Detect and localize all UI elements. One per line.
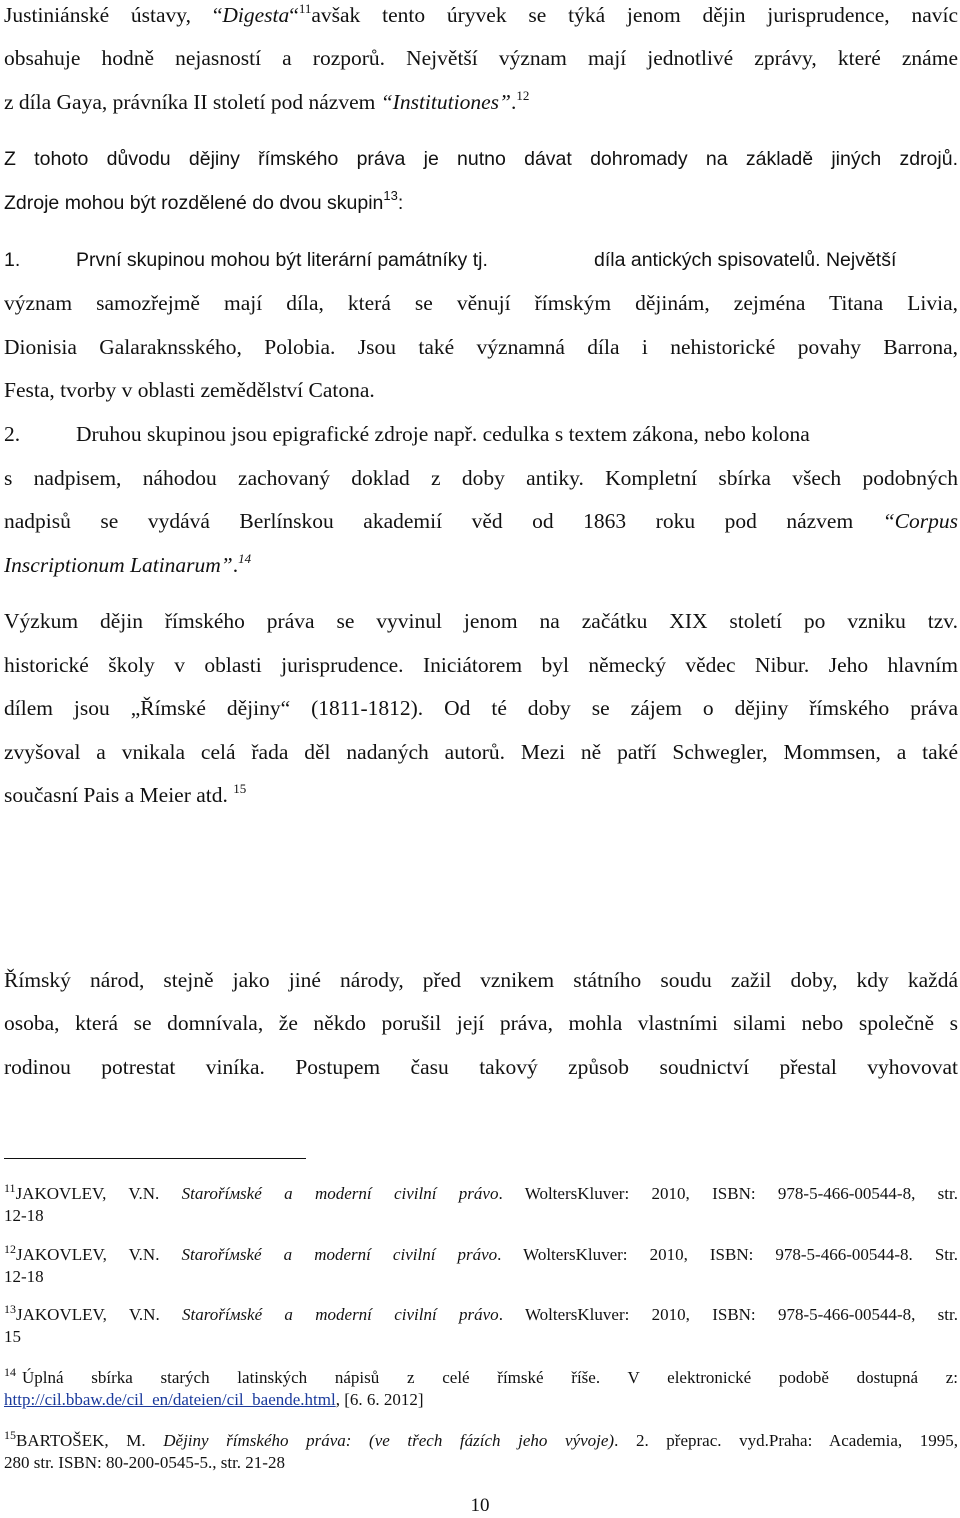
footnote-line: 15: [4, 1327, 21, 1346]
italic-title: “Institutiones”: [380, 90, 511, 114]
footnote-13: [4, 1304, 958, 1348]
text-span: Justiniánské ústavy,: [4, 3, 213, 27]
list-item-2: [4, 421, 958, 447]
footnote-ref-13[interactable]: 13: [383, 188, 398, 203]
text-span: avšak tento úryvek se týká jenom dějin jurisprudence, navíc: [311, 3, 959, 27]
text-span: . 2. přeprac. vyd.Praha: Academia, 1995,: [614, 1431, 958, 1450]
footnote-line: [4, 1183, 958, 1205]
footnote-line: 280 str. ISBN: 80-200-0545-5., str. 21-28: [4, 1453, 285, 1472]
footnote-line: [4, 1367, 958, 1389]
quote-mark: “: [212, 3, 223, 27]
text-span: . WoltersKluver: 2010, ISBN: 978-5-466-00544-8, str.: [498, 1184, 958, 1203]
paragraph-line: Z tohoto důvodu dějiny římského práva je nutno dávat dohromady na základě jiných zdrojů.: [4, 148, 958, 170]
text-span: :: [397, 192, 404, 214]
footnote-15: [4, 1430, 958, 1474]
footnote-line: 12-18: [4, 1267, 44, 1286]
footnote-12: [4, 1244, 958, 1288]
paragraph-line: [4, 89, 958, 115]
paragraph-line: Římský národ, stejně jako jiné národy, před vznikem státního soudu zažil doby, kdy každá: [4, 968, 958, 992]
text-span: nadpisů se vydává Berlínskou akademií věd od 1863 roku pod názvem: [4, 509, 883, 533]
list-item-1: [4, 247, 958, 273]
footnote-line: [4, 1430, 958, 1452]
italic-title: Inscriptionum Latinarum”: [4, 553, 233, 577]
footnote-ref-14[interactable]: 14: [238, 551, 252, 566]
list-number: 2.: [4, 422, 21, 446]
text-span: . WoltersKluver: 2010, ISBN: 978-5-466-00544-8, str.: [498, 1305, 958, 1324]
paragraph-line: historické školy v oblasti jurisprudence. Iniciátorem byl německý vědec Nibur. Jeho hlavním: [4, 653, 958, 677]
footnote-line: [4, 1304, 958, 1326]
paragraph-line: osoba, která se domnívala, že někdo porušil její práva, mohla vlastními silami nebo společně s: [4, 1011, 958, 1035]
paragraph-line: rodinou potrestat viníka. Postupem času takový způsob soudnictví přestal vyhovovat: [4, 1055, 958, 1079]
italic-title: Dějiny římského práva: (ve třech fázích jeho vývoje): [163, 1431, 615, 1450]
quote-mark: “: [289, 3, 299, 27]
paragraph-line: s nadpisem, náhodou zachovaný doklad z doby antiky. Kompletní sbírka všech podobných: [4, 466, 958, 490]
text-span: Zdroje mohou být rozdělené do dvou skupin: [4, 192, 384, 214]
footnote-separator: [4, 1158, 306, 1159]
footnote-ref-12[interactable]: 12: [516, 88, 530, 103]
italic-title: Staroříмské a moderní civilní právo: [181, 1184, 499, 1203]
footnote-mark: 11: [4, 1181, 16, 1195]
footnote-line: [4, 1389, 958, 1411]
text-span: díla antických spisovatelů. Největší: [594, 249, 897, 271]
paragraph-line: dílem jsou „Římské dějiny“ (1811-1812). Od té doby se zájem o dějiny římského práva: [4, 696, 958, 720]
paragraph-line: [4, 552, 958, 578]
footnote-line: 12-18: [4, 1206, 44, 1225]
footnote-line: [4, 1244, 958, 1266]
text-span: JAKOVLEV, V.N.: [16, 1305, 183, 1324]
text-span: .: [232, 553, 239, 577]
paragraph-line: význam samozřejmě mají díla, která se věnují římským dějinám, zejména Titana Livia,: [4, 291, 958, 315]
text-span: Druhou skupinou jsou epigrafické zdroje např. cedulka s textem zákona, nebo kolona: [76, 422, 810, 446]
paragraph-line: Výzkum dějin římského práva se vyvinul jenom na začátku XIX století po vzniku tzv.: [4, 609, 958, 633]
paragraph-line: [4, 782, 958, 808]
paragraph-line: Festa, tvorby v oblasti zemědělství Catona.: [4, 378, 375, 402]
text-span: současní Pais a Meier atd.: [4, 783, 234, 807]
italic-title: “Corpus: [882, 509, 958, 533]
paragraph-line: Dionisia Galaraknsského, Polobia. Jsou také významná díla i nehistorické povahy Barrona,: [4, 335, 958, 359]
footnote-ref-11[interactable]: 11: [298, 1, 312, 16]
text-span: Úplná sbírka starých latinských nápisů z celé římské říše. V elektronické podobě dostupná z:: [22, 1368, 958, 1387]
paragraph-line: [4, 508, 958, 534]
text-span: .: [510, 90, 517, 114]
footnote-mark: 13: [4, 1302, 16, 1316]
footnote-mark: 12: [4, 1242, 16, 1256]
text-span: JAKOVLEV, V.N.: [15, 1184, 182, 1203]
paragraph-line: obsahuje hodně nejasností a rozporů. Největší význam mají jednotlivé zprávy, které známe: [4, 46, 958, 70]
page-number: 10: [470, 1495, 490, 1516]
italic-title: Staroříмské a moderní civilní právo: [182, 1305, 499, 1324]
list-number: 1.: [4, 249, 21, 271]
text-span: z díla Gaya, právníka II století pod názvem: [4, 90, 381, 114]
section-heading: [4, 893, 76, 933]
paragraph-line: zvyšoval a vnikala celá řada děl nadaných autorů. Mezi ně patří Schwegler, Mommsen, a také: [4, 740, 958, 764]
paragraph-line: [4, 190, 958, 216]
source-link[interactable]: http://cil.bbaw.de/cil_en/dateien/cil_baende.html: [4, 1390, 336, 1409]
footnote-mark: 15: [4, 1428, 16, 1442]
text-span: JAKOVLEV, V.N.: [16, 1245, 182, 1264]
footnote-14: [4, 1367, 958, 1411]
italic-title: Staroříмské a moderní civilní právo: [181, 1245, 498, 1264]
italic-title: Digesta: [222, 3, 290, 27]
text-span: První skupinou mohou být literární památníky tj.: [76, 249, 488, 271]
paragraph-line: [4, 2, 958, 28]
footnote-11: [4, 1183, 958, 1227]
text-span: . WoltersKluver: 2010, ISBN: 978-5-466-00544-8. Str.: [497, 1245, 958, 1264]
text-span: , [6. 6. 2012]: [335, 1390, 424, 1409]
text-span: BARTOŠEK, M.: [16, 1431, 164, 1450]
footnote-ref-15[interactable]: 15: [233, 781, 247, 796]
footnote-mark: 14: [4, 1365, 16, 1379]
